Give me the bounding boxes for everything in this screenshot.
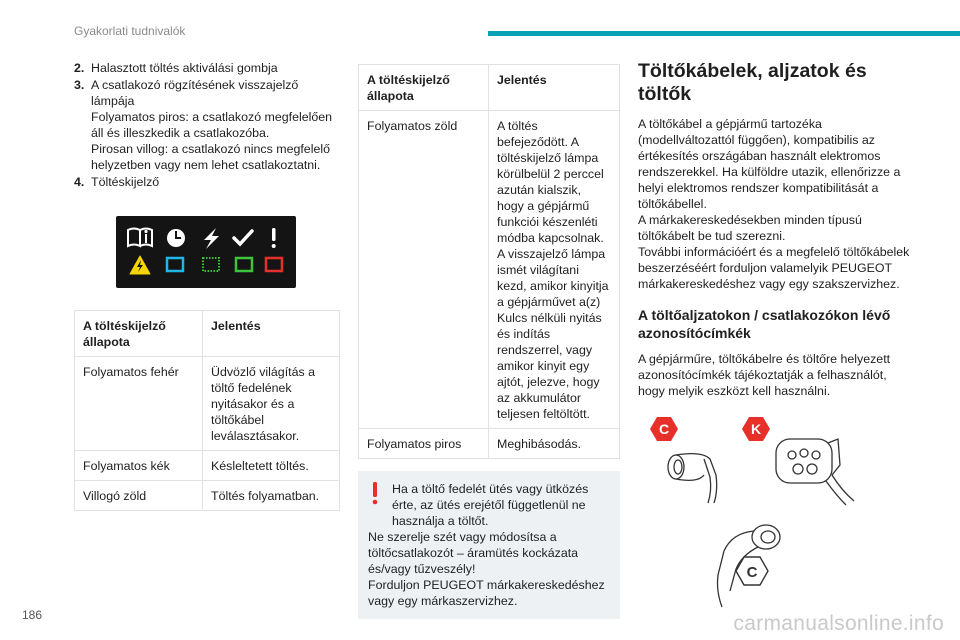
green-box-icon: [236, 258, 252, 271]
type-k-connector-illustration: [742, 415, 862, 507]
column-middle: [358, 64, 620, 619]
c-label-text: C: [658, 421, 670, 437]
list-item: [74, 174, 340, 190]
table-header-row: [75, 311, 340, 357]
table-cell: A töltés befejeződött. A töltéskijelző lámpa körülbelül 2 perccel azután kialszik, hogy a gépjármű funkciói készenléti módba kapcsolnak. A visszajelző lámpa ismét világítani kezd, amikor kinyitja a gépjárművet a(z) Kulcs nélküli nyitás és indítás rendszerrel, vagy amikor kinyit egy ajtót, jelezve, hogy az akkumulátor teljesen feltöltött.: [489, 111, 620, 429]
table-cell: Töltés folyamatban.: [203, 481, 340, 511]
step-text: Pirosan villog: a csatlakozó nincs megfelelő helyzetben vagy nem lehet csatlakoztatni.: [91, 142, 330, 172]
section-title: Töltőkábelek, aljzatok és töltők: [638, 60, 867, 105]
step-number: 4.: [74, 175, 85, 189]
page-header-title: Gyakorlati tudnivalók: [74, 24, 186, 38]
table-cell: Folyamatos piros: [359, 429, 489, 459]
table-row: [75, 451, 340, 481]
step-list: [74, 60, 340, 190]
checkmark-icon: [234, 231, 252, 244]
column-right: [638, 60, 910, 615]
body-paragraph: A töltőkábel a gépjármű tartozéka (modellváltozattól függően), kompatibilis az értékesítés országában használt elektromos rendszerekkel. Ha külföldre utazik, ellenőrizze a helyi elektromos rendszer kompatibilitását a töltőkábellel.: [638, 117, 901, 211]
step-text: Töltéskijelző: [91, 175, 160, 189]
high-voltage-warning-icon: [130, 256, 150, 274]
c-outline-label-text: C: [746, 564, 758, 581]
connector-illustrations: [638, 415, 910, 615]
step-text: Halasztott töltés aktiválási gombja: [91, 61, 278, 75]
c-label-icon: [650, 417, 678, 441]
indicator-status-table-2: [358, 64, 620, 459]
exclamation-icon: [272, 228, 276, 248]
table-cell: Folyamatos zöld: [359, 111, 489, 429]
table-header-cell: Jelentés: [203, 311, 340, 357]
body-paragraph: A márkakereskedésekben minden típusú töltőkábelt be tud szerezni.: [638, 213, 862, 243]
list-item: [74, 60, 340, 76]
header-accent-bar: [488, 31, 960, 36]
column-left: [74, 60, 340, 511]
table-header-cell: A töltéskijelző állapota: [359, 65, 489, 111]
list-item: [74, 77, 340, 173]
table-header-cell: Jelentés: [489, 65, 620, 111]
type-c-outline-connector-illustration: [702, 511, 822, 611]
indicator-panel-graphic: [116, 216, 296, 288]
table-header-row: [359, 65, 620, 111]
charging-indicator-panel: [116, 216, 296, 288]
step-number: 3.: [74, 78, 85, 92]
table-cell: Üdvözlő világítás a töltő fedelének nyitásakor és a töltőkábel leválasztásakor.: [203, 357, 340, 451]
blue-box-icon: [167, 258, 183, 271]
k-label-icon: [742, 417, 770, 441]
table-row: [75, 481, 340, 511]
watermark: carmanualsonline.info: [733, 612, 944, 635]
body-paragraph: További információért és a megfelelő töltőkábelek beszerzéséért forduljon valamelyik PEUGEOT márkakereskedéshez vagy egy szakszervizhez.: [638, 245, 910, 291]
table-row: [75, 357, 340, 451]
lightning-icon: [204, 228, 219, 249]
table-row: [359, 429, 620, 459]
subsection-title: A töltőaljzatokon / csatlakozókon lévő azonosítócímkék: [638, 307, 891, 341]
table-cell: Villogó zöld: [75, 481, 203, 511]
manual-info-icon: [128, 229, 152, 247]
body-paragraph: A gépjárműre, töltőkábelre és töltőre helyezett azonosítócímkék tájékoztatják a felhasználót, hogy melyik eszközt kell használni.: [638, 352, 891, 398]
type-c-connector-illustration: [644, 415, 744, 507]
green-dotted-box-icon: [203, 258, 219, 271]
step-text: Folyamatos piros: a csatlakozó megfelelően áll és illeszkedik a csatlakozóba.: [91, 110, 333, 140]
c-outline-label-icon: [736, 557, 768, 585]
indicator-status-table-1: [74, 310, 340, 511]
table-header-cell: A töltéskijelző állapota: [75, 311, 203, 357]
table-cell: Meghibásodás.: [489, 429, 620, 459]
page-number: 186: [22, 608, 43, 622]
clock-icon: [167, 229, 185, 247]
exclamation-warning-icon: [368, 481, 382, 505]
warning-box: [358, 471, 620, 619]
warning-text: Forduljon PEUGEOT márkakereskedéshez vagy egy márkaszervizhez.: [368, 578, 605, 608]
table-cell: Folyamatos fehér: [75, 357, 203, 451]
red-box-icon: [266, 258, 282, 271]
table-row: [359, 111, 620, 429]
table-cell: Folyamatos kék: [75, 451, 203, 481]
warning-text: Ne szerelje szét vagy módosítsa a töltőcsatlakozót – áramütés kockázata és/vagy tűzveszély!: [368, 530, 579, 576]
step-text: A csatlakozó rögzítésének visszajelző lámpája: [91, 78, 299, 108]
table-cell: Késleltetett töltés.: [203, 451, 340, 481]
warning-text: Ha a töltő fedelét ütés vagy ütközés érte, az ütés erejétől függetlenül ne használja a töltőt.: [392, 482, 589, 528]
k-label-text: K: [750, 421, 762, 437]
step-number: 2.: [74, 61, 85, 75]
